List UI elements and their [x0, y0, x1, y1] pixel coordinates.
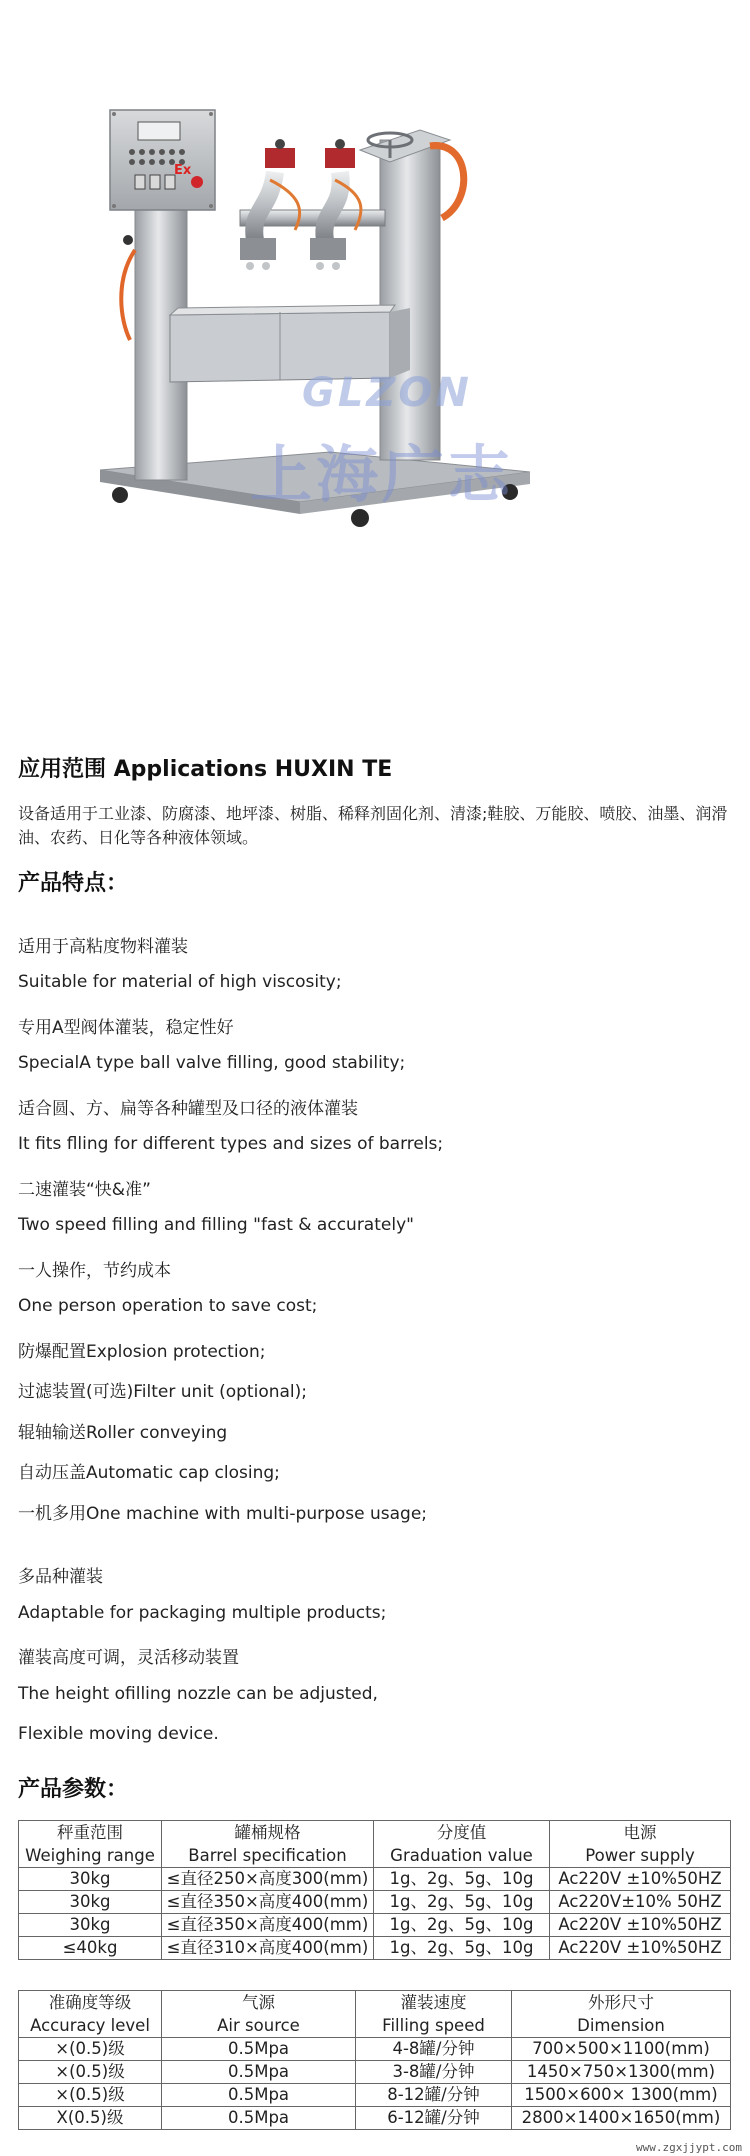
table-cell: Ac220V ±10%50HZ: [550, 1914, 731, 1937]
feature-line: 适合圆、方、扁等各种罐型及口径的液体灌装: [18, 1099, 358, 1119]
product-photo: [90, 100, 630, 620]
table-row: [19, 2107, 731, 2130]
column-header: 气源 Air source: [162, 1991, 356, 2038]
feature-line: Suitable for material of high viscosity;: [18, 972, 342, 992]
table-cell: 1g、2g、5g、10g: [374, 1891, 550, 1914]
table-cell: ≤直径350×高度400(mm): [162, 1891, 374, 1914]
feature-line: 辊轴输送Roller conveying: [18, 1423, 228, 1443]
params-heading: 产品参数：: [18, 1777, 129, 1802]
feature-line: 过滤装置(可选)Filter unit (optional);: [18, 1382, 307, 1402]
table-row: [19, 1868, 731, 1891]
feature-line: 自动压盖Automatic cap closing;: [18, 1463, 280, 1483]
feature-line: 专用A型阀体灌装，稳定性好: [18, 1018, 234, 1038]
table-cell: ≤40kg: [19, 1937, 162, 1960]
column-header: 秤重范围 Weighing range: [19, 1821, 162, 1868]
column-header: 外形尺寸 Dimension: [512, 1991, 731, 2038]
applications-heading: 应用范围 Applications HUXIN TE: [18, 757, 393, 782]
feature-line: 一机多用One machine with multi-purpose usage;: [18, 1504, 428, 1524]
table-cell: 1g、2g、5g、10g: [374, 1914, 550, 1937]
feature-line: 多品种灌装: [18, 1567, 103, 1587]
table-cell: 1500×600× 1300(mm): [512, 2084, 731, 2107]
table-header-row: [19, 1991, 731, 2038]
column-header: 分度值 Graduation value: [374, 1821, 550, 1868]
column-header: 灌装速度 Filling speed: [356, 1991, 512, 2038]
feature-line: Two speed filling and filling "fast & accurately": [18, 1215, 414, 1235]
table-cell: 0.5Mpa: [162, 2084, 356, 2107]
feature-line: 一人操作，节约成本: [18, 1261, 171, 1281]
table-cell: 0.5Mpa: [162, 2038, 356, 2061]
filling-machine-illustration: [90, 100, 630, 620]
table-row: [19, 2084, 731, 2107]
source-site-watermark: www.zgxjjypt.com: [636, 2141, 742, 2154]
feature-line: 防爆配置Explosion protection;: [18, 1342, 266, 1362]
table-cell: Ac220V ±10%50HZ: [550, 1868, 731, 1891]
table-cell: 30kg: [19, 1914, 162, 1937]
table-cell: 3-8罐/分钟: [356, 2061, 512, 2084]
table-cell: 30kg: [19, 1891, 162, 1914]
table-cell: 4-8罐/分钟: [356, 2038, 512, 2061]
table-cell: ≤直径350×高度400(mm): [162, 1914, 374, 1937]
table-cell: ×(0.5)级: [19, 2061, 162, 2084]
feature-line: 适用于高粘度物料灌装: [18, 937, 188, 957]
table-row: [19, 2038, 731, 2061]
table-cell: 1450×750×1300(mm): [512, 2061, 731, 2084]
feature-line: Flexible moving device.: [18, 1724, 219, 1744]
table-cell: 0.5Mpa: [162, 2061, 356, 2084]
table-cell: 8-12罐/分钟: [356, 2084, 512, 2107]
table-cell: ≤直径310×高度400(mm): [162, 1937, 374, 1960]
feature-line: Adaptable for packaging multiple products;: [18, 1603, 387, 1623]
table-cell: 1g、2g、5g、10g: [374, 1868, 550, 1891]
feature-line: One person operation to save cost;: [18, 1296, 318, 1316]
table-cell: Ac220V ±10%50HZ: [550, 1937, 731, 1960]
table-cell: 1g、2g、5g、10g: [374, 1937, 550, 1960]
column-header: 罐桶规格 Barrel specification: [162, 1821, 374, 1868]
spec-table-1: [18, 1820, 731, 1960]
table-cell: 2800×1400×1650(mm): [512, 2107, 731, 2130]
table-header-row: [19, 1821, 731, 1868]
table-cell: 700×500×1100(mm): [512, 2038, 731, 2061]
watermark-brand-en: GLZON: [302, 370, 472, 416]
table-cell: ×(0.5)级: [19, 2038, 162, 2061]
table-cell: 30kg: [19, 1868, 162, 1891]
feature-line: 二速灌装“快&准”: [18, 1180, 151, 1200]
table-cell: Ac220V±10% 50HZ: [550, 1891, 731, 1914]
column-header: 准确度等级 Accuracy level: [19, 1991, 162, 2038]
table-row: [19, 1937, 731, 1960]
features-heading: 产品特点：: [18, 871, 129, 896]
column-header: 电源 Power supply: [550, 1821, 731, 1868]
explosion-proof-logo: Ex: [174, 163, 192, 178]
feature-line: The height ofilling nozzle can be adjusted,: [18, 1684, 378, 1704]
table-row: [19, 2061, 731, 2084]
watermark-brand-zh: 上海广志: [250, 438, 515, 511]
table-cell: 0.5Mpa: [162, 2107, 356, 2130]
feature-line: SpecialA type ball valve filling, good stability;: [18, 1053, 406, 1073]
spec-table-2: [18, 1990, 731, 2130]
table-row: [19, 1914, 731, 1937]
feature-line: 灌装高度可调，灵活移动装置: [18, 1648, 239, 1668]
applications-text: 设备适用于工业漆、防腐漆、地坪漆、树脂、稀释剂固化剂、清漆;鞋胶、万能胶、喷胶、油墨、润滑油、农药、日化等各种液体领域。: [18, 804, 728, 847]
table-cell: 6-12罐/分钟: [356, 2107, 512, 2130]
feature-line: It fits flling for different types and sizes of barrels;: [18, 1134, 444, 1154]
table-cell: X(0.5)级: [19, 2107, 162, 2130]
table-cell: ≤直径250×高度300(mm): [162, 1868, 374, 1891]
table-cell: ×(0.5)级: [19, 2084, 162, 2107]
table-row: [19, 1891, 731, 1914]
